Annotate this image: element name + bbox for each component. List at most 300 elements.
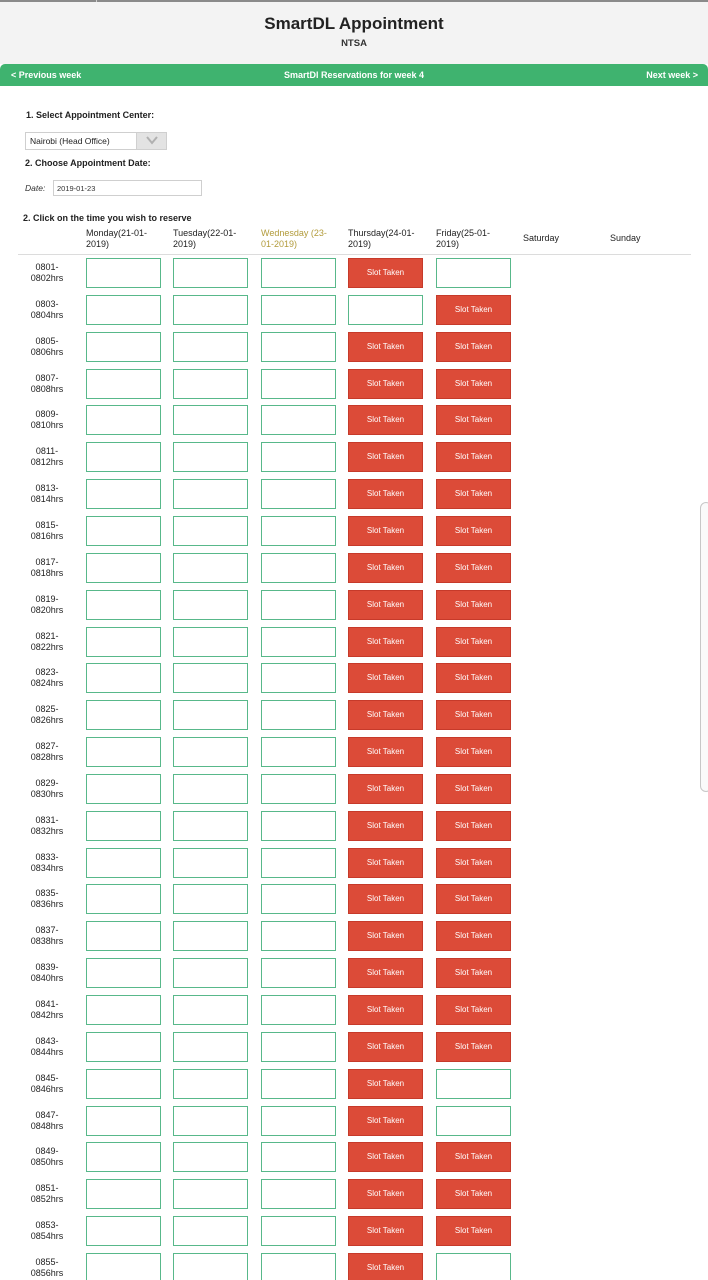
appointment-center-value: Nairobi (Head Office) [30,136,110,146]
slot-available[interactable] [261,295,336,325]
slot-available[interactable] [173,1069,248,1099]
time-slot-label [18,741,76,763]
slot-available[interactable] [173,516,248,546]
slot-available[interactable] [261,516,336,546]
slot-taken [436,958,511,988]
slot-taken [436,1179,511,1209]
slot-available[interactable] [173,737,248,767]
slot-taken [348,1253,423,1280]
slot-available[interactable] [261,479,336,509]
slot-taken [436,921,511,951]
time-slot-label [18,925,76,947]
slot-available[interactable] [173,921,248,951]
slot-available[interactable] [86,479,161,509]
time-start: 0855- [35,1257,59,1267]
slot-taken-label: Slot Taken [454,1189,493,1198]
slot-taken [348,995,423,1025]
slot-available[interactable] [261,332,336,362]
slot-taken [348,1032,423,1062]
slot-taken-label: Slot Taken [454,452,493,461]
slot-taken [436,1216,511,1246]
time-slot-label [18,962,76,984]
time-start: 0813- [35,483,59,493]
slot-taken [348,442,423,472]
time-end: 0850hrs [30,1157,64,1167]
time-slot-label [18,373,76,395]
slot-taken-label: Slot Taken [366,784,405,793]
slot-available[interactable] [86,995,161,1025]
slot-available[interactable] [86,405,161,435]
time-start: 0809- [35,409,59,419]
slot-taken [436,590,511,620]
time-start: 0825- [35,704,59,714]
slot-taken-label: Slot Taken [454,858,493,867]
slot-available[interactable] [86,884,161,914]
time-end: 0854hrs [30,1231,64,1241]
slot-taken [436,1142,511,1172]
appointment-center-select[interactable] [25,132,167,150]
time-end: 0822hrs [30,642,64,652]
slot-taken-label: Slot Taken [454,931,493,940]
slot-taken-label: Slot Taken [366,968,405,977]
header-divider [18,254,691,255]
scrollbar-handle[interactable] [700,502,708,792]
slot-taken-label: Slot Taken [366,747,405,756]
date-input[interactable]: 2019-01-23 [53,180,202,196]
slot-taken [436,332,511,362]
slot-available[interactable] [261,1142,336,1172]
time-slot-label [18,1183,76,1205]
time-end: 0830hrs [30,789,64,799]
slot-available[interactable] [86,1142,161,1172]
time-start: 0845- [35,1073,59,1083]
time-end: 0806hrs [30,347,64,357]
slot-taken [436,442,511,472]
slot-available[interactable] [86,1216,161,1246]
slot-available[interactable] [86,921,161,951]
slot-taken [436,295,511,325]
time-end: 0838hrs [30,936,64,946]
slot-taken-label: Slot Taken [366,342,405,351]
slot-taken-label: Slot Taken [366,1263,405,1272]
slot-taken-label: Slot Taken [366,637,405,646]
slot-available[interactable] [261,1032,336,1062]
slot-taken-label: Slot Taken [366,489,405,498]
slot-taken-label: Slot Taken [454,1226,493,1235]
slot-available[interactable] [86,774,161,804]
slot-available[interactable] [173,774,248,804]
time-start: 0849- [35,1146,59,1156]
time-start: 0805- [35,336,59,346]
slot-taken-label: Slot Taken [366,1005,405,1014]
slot-available[interactable] [348,295,423,325]
day-header-line1: Saturday [523,233,560,243]
day-header [436,228,490,249]
slot-taken-label: Slot Taken [366,1189,405,1198]
slot-available[interactable] [173,258,248,288]
step3-label: 2. Click on the time you wish to reserve [23,213,192,223]
time-slot-label [18,704,76,726]
day-header-line1: Thursday(24-01- [348,228,415,238]
slot-taken-label: Slot Taken [366,1116,405,1125]
slot-taken-label: Slot Taken [366,526,405,535]
time-slot-label [18,1036,76,1058]
slot-taken-label: Slot Taken [454,821,493,830]
slot-taken [436,737,511,767]
slot-taken [348,405,423,435]
slot-taken [436,848,511,878]
slot-available[interactable] [261,1216,336,1246]
slot-available[interactable] [86,369,161,399]
slot-taken [348,848,423,878]
day-header-line1: Wednesday (23- [261,228,327,238]
time-end: 0814hrs [30,494,64,504]
time-start: 0815- [35,520,59,530]
time-end: 0842hrs [30,1010,64,1020]
time-start: 0827- [35,741,59,751]
slot-taken [348,332,423,362]
time-slot-label [18,336,76,358]
day-header-line2: 2019) [173,238,197,249]
slot-taken [436,405,511,435]
slot-available[interactable] [261,1069,336,1099]
slot-taken [348,479,423,509]
slot-taken-label: Slot Taken [366,1079,405,1088]
time-start: 0801- [35,262,59,272]
slot-available[interactable] [261,848,336,878]
slot-available[interactable] [86,1253,161,1280]
slot-available[interactable] [261,1253,336,1280]
slot-available[interactable] [86,553,161,583]
time-slot-label [18,483,76,505]
slot-available[interactable] [261,811,336,841]
day-header-line1: Friday(25-01- [436,228,491,238]
slot-taken [436,811,511,841]
slot-taken-label: Slot Taken [366,858,405,867]
slot-available[interactable] [86,848,161,878]
day-header [523,233,559,244]
slot-available[interactable] [86,332,161,362]
slot-taken-label: Slot Taken [366,710,405,719]
time-slot-label [18,999,76,1021]
page-title: SmartDL Appointment [264,14,444,33]
slot-taken-label: Slot Taken [366,379,405,388]
slot-taken [436,1032,511,1062]
slot-available[interactable] [261,1106,336,1136]
time-end: 0812hrs [30,457,64,467]
slot-taken-label: Slot Taken [454,637,493,646]
day-header-line1: Sunday [610,233,641,243]
slot-taken [436,516,511,546]
time-start: 0807- [35,373,59,383]
time-start: 0829- [35,778,59,788]
step2-label: 2. Choose Appointment Date: [25,158,151,168]
slot-taken-label: Slot Taken [366,452,405,461]
slot-available[interactable] [86,627,161,657]
time-start: 0833- [35,852,59,862]
slot-available[interactable] [173,442,248,472]
slot-available[interactable] [261,590,336,620]
slot-taken-label: Slot Taken [366,1152,405,1161]
time-end: 0804hrs [30,310,64,320]
day-header [348,228,415,249]
day-header [261,228,327,249]
slot-available[interactable] [173,1216,248,1246]
slot-available[interactable] [86,1106,161,1136]
week-title: SmartDl Reservations for week 4 [283,70,425,80]
slot-available[interactable] [261,737,336,767]
time-slot-label [18,446,76,468]
slot-available[interactable] [86,811,161,841]
time-slot-label [18,409,76,431]
slot-taken [436,479,511,509]
time-end: 0846hrs [30,1084,64,1094]
slot-taken [348,1106,423,1136]
slot-taken-label: Slot Taken [366,415,405,424]
slot-taken [348,258,423,288]
time-start: 0821- [35,631,59,641]
time-end: 0848hrs [30,1121,64,1131]
slot-available[interactable] [436,1069,511,1099]
slot-available[interactable] [173,553,248,583]
slot-taken-label: Slot Taken [454,1042,493,1051]
slot-available[interactable] [261,663,336,693]
slot-taken [348,958,423,988]
day-header [173,228,236,249]
previous-week-link[interactable]: < Previous week [11,70,82,80]
slot-available[interactable] [86,1032,161,1062]
slot-available[interactable] [173,848,248,878]
slot-taken [436,884,511,914]
slot-available[interactable] [173,958,248,988]
slot-taken-label: Slot Taken [454,600,493,609]
week-navigation-bar [0,64,708,86]
time-start: 0841- [35,999,59,1009]
slot-taken-label: Slot Taken [454,563,493,572]
time-slot-label [18,778,76,800]
slot-available[interactable] [261,405,336,435]
time-slot-label [18,262,76,284]
slot-available[interactable] [173,295,248,325]
slot-taken-label: Slot Taken [366,894,405,903]
slot-taken [348,1216,423,1246]
slot-taken [436,627,511,657]
slot-taken [348,1069,423,1099]
time-start: 0843- [35,1036,59,1046]
slot-available[interactable] [173,1253,248,1280]
slot-available[interactable] [86,1069,161,1099]
chevron-down-icon[interactable] [136,133,166,149]
time-end: 0840hrs [30,973,64,983]
slot-available[interactable] [261,553,336,583]
slot-taken [348,516,423,546]
time-end: 0810hrs [30,420,64,430]
slot-taken-label: Slot Taken [454,1152,493,1161]
slot-available[interactable] [173,1142,248,1172]
slot-available[interactable] [261,1179,336,1209]
slot-taken-label: Slot Taken [366,1226,405,1235]
slot-taken [348,811,423,841]
day-header-line1: Tuesday(22-01- [173,228,237,238]
slot-taken [348,553,423,583]
slot-available[interactable] [173,700,248,730]
slot-taken [348,1142,423,1172]
time-slot-label [18,1073,76,1095]
slot-available[interactable] [261,258,336,288]
slot-taken-label: Slot Taken [454,489,493,498]
slot-taken [348,1179,423,1209]
next-week-link[interactable]: Next week > [646,70,698,80]
slot-taken [348,663,423,693]
slot-taken [348,590,423,620]
slot-available[interactable] [86,663,161,693]
slot-available[interactable] [86,295,161,325]
time-start: 0817- [35,557,59,567]
slot-available[interactable] [86,737,161,767]
slot-taken-label: Slot Taken [454,1005,493,1014]
slot-taken [348,774,423,804]
time-start: 0853- [35,1220,59,1230]
day-header-line2: 2019) [436,238,460,249]
slot-available[interactable] [86,442,161,472]
slot-available[interactable] [86,258,161,288]
slot-taken [436,995,511,1025]
time-start: 0839- [35,962,59,972]
slot-available[interactable] [261,958,336,988]
slot-taken [436,663,511,693]
time-end: 0824hrs [30,678,64,688]
slot-available[interactable] [261,995,336,1025]
slot-available[interactable] [436,1253,511,1280]
time-end: 0828hrs [30,752,64,762]
slot-taken-label: Slot Taken [454,379,493,388]
slot-available[interactable] [261,700,336,730]
slot-available[interactable] [173,369,248,399]
slot-taken [348,700,423,730]
slot-available[interactable] [261,921,336,951]
slot-available[interactable] [261,369,336,399]
time-end: 0826hrs [30,715,64,725]
slot-available[interactable] [173,1106,248,1136]
time-slot-label [18,631,76,653]
time-slot-label [18,594,76,616]
day-header-line1: Monday(21-01- [86,228,148,238]
time-end: 0808hrs [30,384,64,394]
time-end: 0820hrs [30,605,64,615]
slot-available[interactable] [173,884,248,914]
slot-available[interactable] [173,590,248,620]
page-subtitle: NTSA [341,38,367,49]
time-slot-label [18,852,76,874]
slot-available[interactable] [261,774,336,804]
time-start: 0823- [35,667,59,677]
slot-available[interactable] [261,442,336,472]
slot-taken-label: Slot Taken [454,710,493,719]
slot-taken-label: Slot Taken [366,563,405,572]
time-slot-label [18,299,76,321]
slot-available[interactable] [173,332,248,362]
slot-taken-label: Slot Taken [366,673,405,682]
day-header-line2: 2019) [348,238,372,249]
slot-available[interactable] [173,663,248,693]
step1-label: 1. Select Appointment Center: [26,110,155,120]
time-start: 0835- [35,888,59,898]
slot-taken [348,369,423,399]
time-end: 0816hrs [30,531,64,541]
time-start: 0851- [35,1183,59,1193]
slot-taken-label: Slot Taken [454,894,493,903]
slot-available[interactable] [173,1032,248,1062]
slot-taken [436,369,511,399]
day-header-line2: 01-2019) [261,238,298,249]
time-end: 0856hrs [30,1268,64,1278]
slot-available[interactable] [436,1106,511,1136]
slot-taken [348,737,423,767]
time-end: 0836hrs [30,899,64,909]
slot-taken-label: Slot Taken [454,526,493,535]
slot-available[interactable] [173,479,248,509]
slot-available[interactable] [173,995,248,1025]
slot-available[interactable] [173,405,248,435]
time-start: 0811- [35,446,59,456]
time-end: 0844hrs [30,1047,64,1057]
time-end: 0852hrs [30,1194,64,1204]
time-start: 0847- [35,1110,59,1120]
page-header [0,2,708,64]
slot-taken [348,884,423,914]
time-slot-label [18,557,76,579]
slot-available[interactable] [261,627,336,657]
time-slot-label [18,520,76,542]
slot-available[interactable] [86,1179,161,1209]
time-slot-label [18,1257,76,1279]
slot-available[interactable] [261,884,336,914]
slot-taken-label: Slot Taken [454,305,493,314]
day-header [610,233,641,244]
slot-available[interactable] [436,258,511,288]
slot-taken [436,700,511,730]
slot-taken-label: Slot Taken [366,931,405,940]
slot-taken-label: Slot Taken [366,268,405,277]
slot-available[interactable] [86,700,161,730]
slot-taken-label: Slot Taken [454,342,493,351]
time-slot-label [18,1146,76,1168]
day-header [86,228,147,249]
time-end: 0832hrs [30,826,64,836]
slot-taken [348,627,423,657]
time-start: 0831- [35,815,59,825]
time-slot-label [18,888,76,910]
slot-available[interactable] [173,1179,248,1209]
time-end: 0818hrs [30,568,64,578]
time-start: 0819- [35,594,59,604]
time-slot-label [18,815,76,837]
slot-taken-label: Slot Taken [366,600,405,609]
slot-available[interactable] [86,958,161,988]
slot-taken-label: Slot Taken [454,968,493,977]
time-slot-label [18,1110,76,1132]
slot-available[interactable] [173,627,248,657]
slot-available[interactable] [86,516,161,546]
slot-available[interactable] [173,811,248,841]
slot-taken [436,553,511,583]
time-start: 0837- [35,925,59,935]
slot-available[interactable] [86,590,161,620]
slot-taken-label: Slot Taken [366,821,405,830]
slot-taken-label: Slot Taken [366,1042,405,1051]
day-header-line2: 2019) [86,238,110,249]
date-label: Date: [25,183,46,193]
